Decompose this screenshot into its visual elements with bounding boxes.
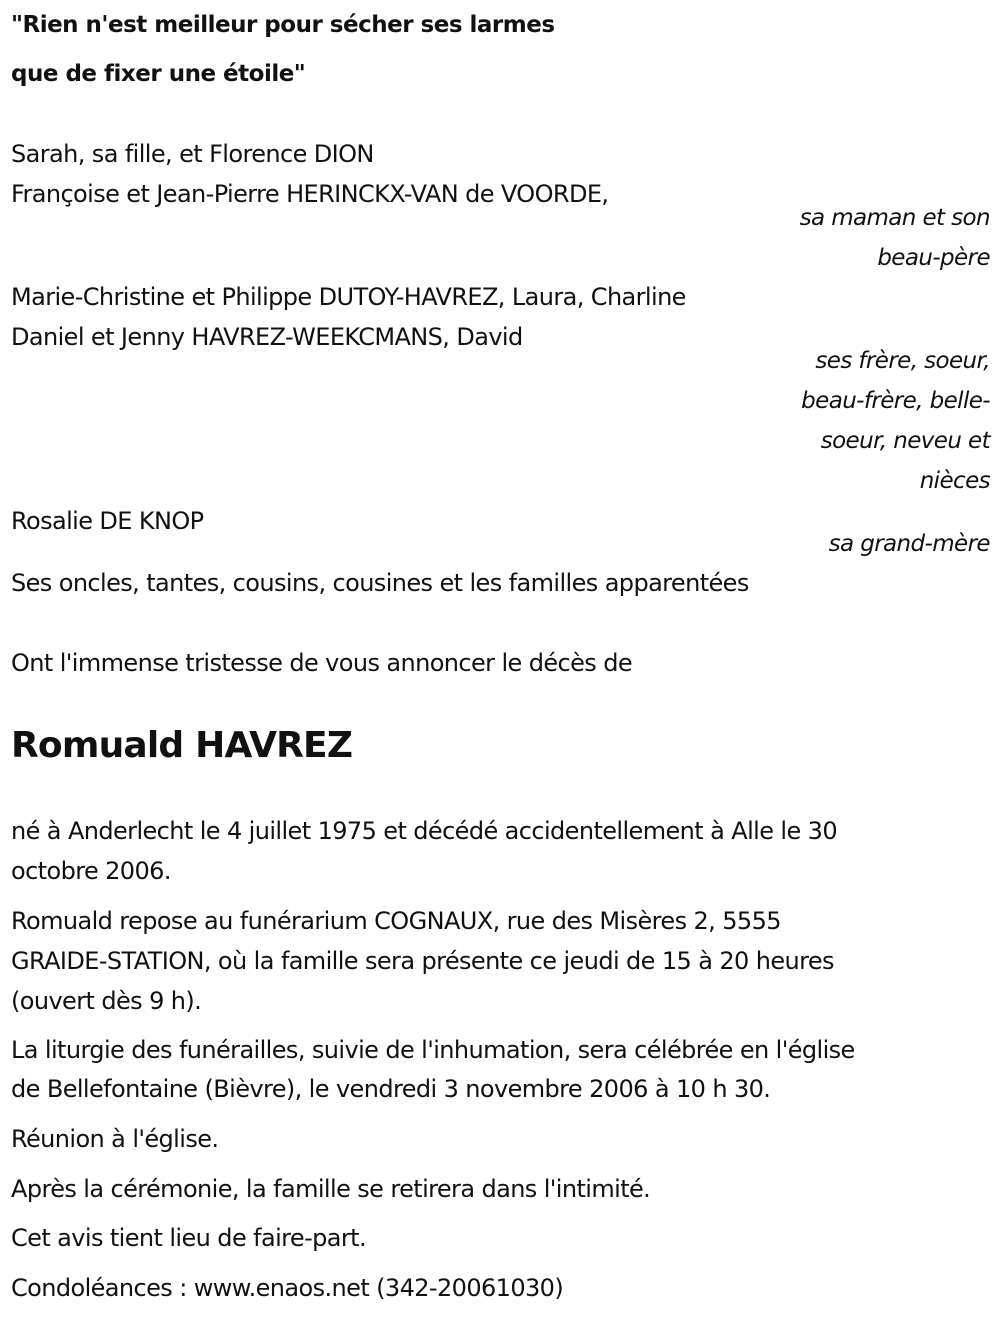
family-line: Françoise et Jean-Pierre HERINCKX-VAN de VOORDE, — [11, 180, 609, 208]
relation-line: sa maman et son — [799, 205, 990, 231]
announcement-text: Ont l'immense tristesse de vous annoncer le décès de — [11, 649, 633, 677]
paragraph-line: La liturgie des funérailles, suivie de l'inhumation, sera célébrée en l'église — [11, 1036, 855, 1064]
relation-line: nièces — [919, 468, 990, 494]
family-line: Daniel et Jenny HAVREZ-WEEKCMANS, David — [11, 323, 523, 351]
paragraph-line: né à Anderlecht le 4 juillet 1975 et décédé accidentellement à Alle le 30 — [11, 817, 838, 845]
condolences-line: Condoléances : www.enaos.net (342-20061030) — [11, 1274, 564, 1302]
relation-line: beau-frère, belle- — [801, 388, 990, 414]
paragraph-line: Cet avis tient lieu de faire-part. — [11, 1224, 366, 1252]
relation-line: sa grand-mère — [828, 531, 990, 557]
paragraph-line: octobre 2006. — [11, 857, 171, 885]
paragraph-line: Réunion à l'église. — [11, 1125, 219, 1153]
paragraph-line: Après la cérémonie, la famille se retirera dans l'intimité. — [11, 1175, 651, 1203]
relation-line: soeur, neveu et — [820, 428, 990, 454]
paragraph-line: GRAIDE-STATION, où la famille sera présente ce jeudi de 15 à 20 heures — [11, 947, 834, 975]
quote-line-2: que de fixer une étoile" — [11, 61, 306, 87]
paragraph-line: de Bellefontaine (Bièvre), le vendredi 3 novembre 2006 à 10 h 30. — [11, 1075, 771, 1103]
family-line: Rosalie DE KNOP — [11, 507, 204, 535]
paragraph-line: Romuald repose au funérarium COGNAUX, rue des Misères 2, 5555 — [11, 907, 781, 935]
relation-line: beau-père — [877, 245, 990, 271]
paragraph-line: (ouvert dès 9 h). — [11, 987, 202, 1015]
family-line: Sarah, sa fille, et Florence DION — [11, 140, 374, 168]
quote-line-1: "Rien n'est meilleur pour sécher ses larmes — [11, 12, 555, 38]
family-line: Marie-Christine et Philippe DUTOY-HAVREZ, Laura, Charline — [11, 283, 686, 311]
deceased-name: Romuald HAVREZ — [11, 725, 353, 766]
family-line: Ses oncles, tantes, cousins, cousines et les familles apparentées — [11, 569, 749, 597]
relation-line: ses frère, soeur, — [815, 348, 990, 374]
